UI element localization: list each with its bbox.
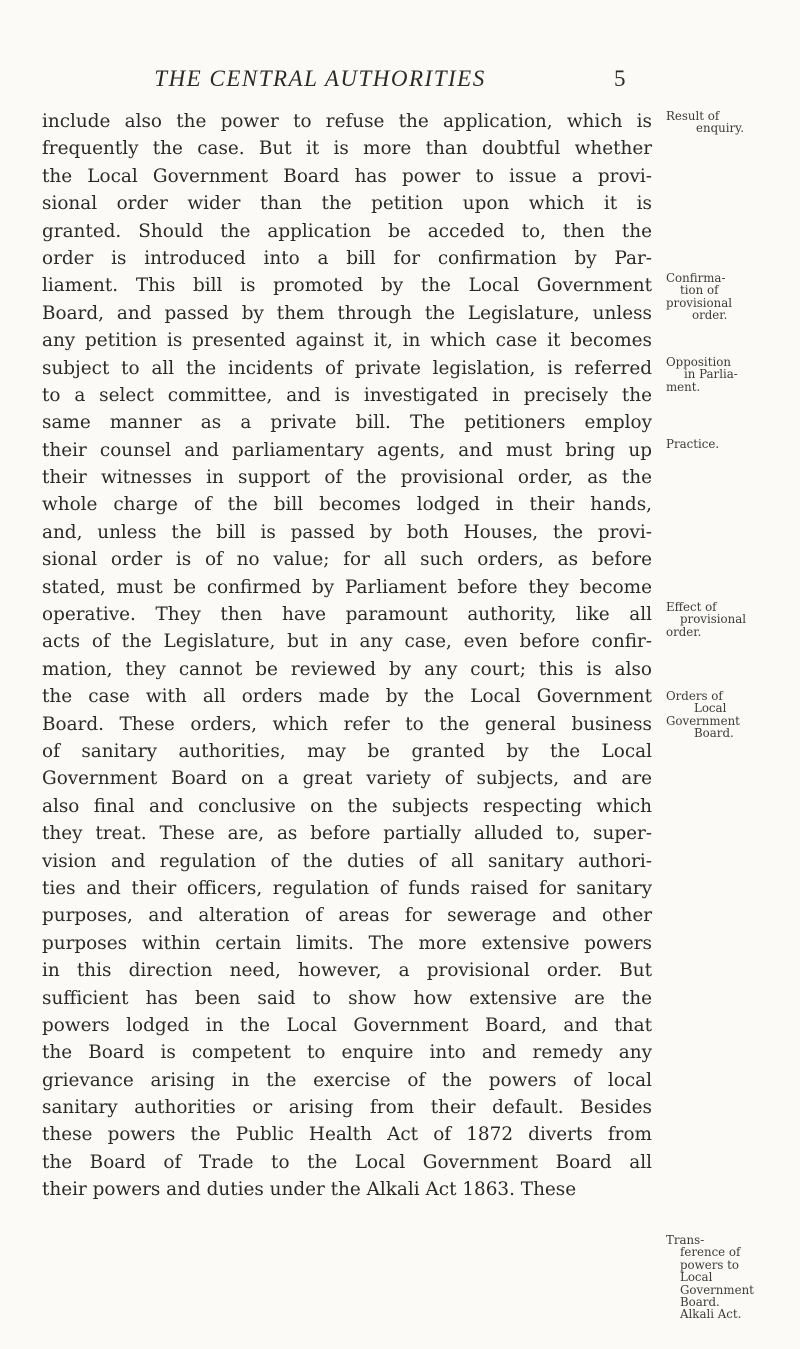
margin-note-line: Board. [694,726,734,741]
body-text [42,108,652,1204]
margin-note-line: Board. [680,1295,720,1310]
text-line: Board, and passed by them through the Legislature, unless [42,302,652,324]
text-line: ties and their officers, regulation of funds raised for sanitary [42,877,652,899]
margin-note-line: ment. [666,379,701,394]
text-line: powers lodged in the Local Government Board, and that [42,1014,652,1036]
text-line: the Local Government Board has power to issue a provi- [42,165,652,187]
text-line: purposes, and alteration of areas for sewerage and other [42,905,652,927]
margin-note-line: order. [692,308,728,323]
text-line: the case with all orders made by the Local Government [42,686,652,708]
margin-note-line: Government [666,713,740,728]
text-line: any petition is presented against it, in which case it becomes [42,330,652,352]
margin-note-line: Alkali Act. [680,1307,742,1322]
margin-note-opposition [666,356,738,393]
margin-note-line: order. [666,624,702,639]
text-line: sanitary authorities or arising from their default. Besides [42,1097,652,1119]
page-number: 5 [614,66,626,91]
margin-note-line: Opposition [666,355,731,369]
margin-note-orders [666,690,740,740]
text-line: they treat. These are, as before partially alluded to, super- [42,823,652,845]
text-line: sufficient has been said to show how extensive are the [42,987,652,1009]
text-line: sional order wider than the petition upon which it is [42,193,652,215]
margin-note-line: Local [680,1270,713,1285]
text-line: whole charge of the bill becomes lodged in their hands, [42,494,652,516]
margin-note-line: Local [694,701,727,716]
text-line: same manner as a private bill. The petitioners employ [42,412,652,434]
text-line: granted. Should the application be acceded to, then the [42,220,652,242]
text-line: the Board is competent to enquire into and remedy any [42,1042,652,1064]
margin-note-line: Effect of [666,600,717,614]
running-title: THE CENTRAL AUTHORITIES [154,66,486,91]
text-line: the Board of Trade to the Local Government Board all [42,1151,652,1173]
text-line: frequently the case. But it is more than doubtful whether [42,138,652,160]
text-line: their witnesses in support of the provisional order, as the [42,467,652,489]
margin-note-effect [666,601,746,638]
text-line: their powers and duties under the Alkali Act 1863. These [42,1179,577,1201]
margin-note-confirmation [666,272,732,322]
text-line: purposes within certain limits. The more extensive powers [42,932,652,954]
margin-note-transference [666,1234,754,1321]
text-line: of sanitary authorities, may be granted by the Local [42,740,652,762]
margin-note-line: Confirma- [666,271,726,285]
text-line: include also the power to refuse the application, which is [42,111,652,132]
margin-note-line: Practice. [666,437,720,451]
margin-note-line: Trans- [666,1233,705,1247]
text-line: to a select committee, and is investigated in precisely the [42,384,652,406]
margin-note-line: enquiry. [696,121,744,136]
text-line: Board. These orders, which refer to the general business [42,713,652,735]
margin-note-result-of-enquiry [666,110,744,135]
margin-note-line: in Parlia- [684,367,738,382]
margin-note-line: tion of [680,283,719,298]
text-line: liament. This bill is promoted by the Local Government [42,275,652,297]
text-line: sional order is of no value; for all such orders, as before [42,549,652,571]
text-line: order is introduced into a bill for confirmation by Par- [42,247,652,269]
margin-note-line: Orders of [666,689,723,703]
text-line: mation, they cannot be reviewed by any court; this is also [42,658,652,680]
text-line: grievance arising in the exercise of the powers of local [42,1069,652,1091]
text-line: stated, must be confirmed by Parliament before they become [42,576,652,598]
margin-note-line: provisional [680,612,747,627]
text-line: vision and regulation of the duties of all sanitary authori- [42,850,652,872]
text-line: acts of the Legislature, but in any case, even before confir- [42,631,652,653]
margin-note-line: ference of [680,1245,741,1260]
running-head [0,66,800,100]
margin-note-line: powers to [680,1257,740,1272]
text-line: their counsel and parliamentary agents, and must bring up [42,439,652,461]
text-line: and, unless the bill is passed by both Houses, the provi- [42,521,652,543]
margin-note-line: Result of [666,109,720,123]
margin-note-line: provisional [666,295,733,310]
text-line: subject to all the incidents of private legislation, is referred [42,357,652,379]
text-line: in this direction need, however, a provisional order. But [42,960,652,982]
margin-note-practice [666,438,719,450]
margin-note-line: Government [680,1282,754,1297]
text-line: operative. They then have paramount authority, like all [42,604,652,626]
text-line: also final and conclusive on the subjects respecting which [42,795,652,817]
text-line: Government Board on a great variety of subjects, and are [42,768,652,790]
text-line: these powers the Public Health Act of 1872 diverts from [42,1124,652,1146]
